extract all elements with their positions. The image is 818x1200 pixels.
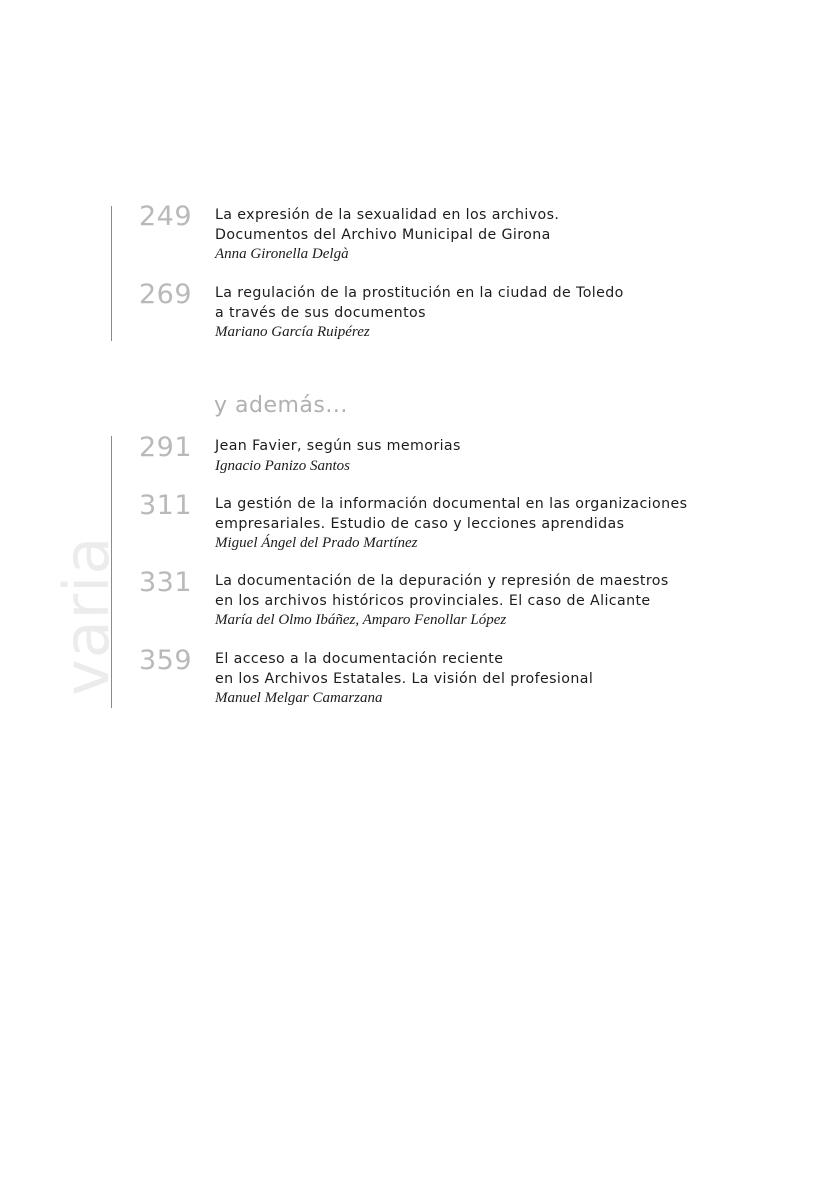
- title-line: La documentación de la depuración y represión de maestros: [215, 573, 669, 589]
- title-line: en los Archivos Estatales. La visión del profesional: [215, 670, 594, 687]
- author: Anna Gironella Delgà: [215, 246, 349, 262]
- page-number: 291: [139, 432, 193, 463]
- page-number: 331: [139, 567, 193, 598]
- author: Manuel Melgar Camarzana: [215, 690, 383, 706]
- title-line: empresariales. Estudio de caso y lecciones aprendidas: [215, 515, 625, 532]
- author: Miguel Ángel del Prado Martínez: [215, 535, 418, 551]
- title-line: Jean Favier, según sus memorias: [215, 438, 461, 454]
- title-line: La gestión de la información documental en las organizaciones: [215, 496, 688, 512]
- title-line: a través de sus documentos: [215, 304, 426, 321]
- section-label-text: varia: [50, 535, 123, 696]
- section-title: y además...: [214, 393, 348, 418]
- author: María del Olmo Ibáñez, Amparo Fenollar López: [215, 612, 507, 628]
- page-number: 249: [139, 201, 193, 232]
- author: Mariano García Ruipérez: [215, 324, 370, 340]
- author: Ignacio Panizo Santos: [215, 457, 350, 474]
- page-number: 269: [139, 279, 193, 310]
- title-line: Documentos del Archivo Municipal de Girona: [215, 226, 551, 243]
- title-line: La expresión de la sexualidad en los archivos.: [215, 207, 560, 223]
- title-line: en los archivos históricos provinciales. El caso de Alicante: [215, 592, 651, 609]
- title-line: La regulación de la prostitución en la ciudad de Toledo: [215, 285, 624, 301]
- section-label-varia: [50, 434, 123, 704]
- title-line: El acceso a la documentación reciente: [215, 651, 504, 667]
- page-number: 311: [139, 490, 193, 521]
- page-number: 359: [139, 645, 193, 676]
- vertical-rule-top: [111, 206, 112, 341]
